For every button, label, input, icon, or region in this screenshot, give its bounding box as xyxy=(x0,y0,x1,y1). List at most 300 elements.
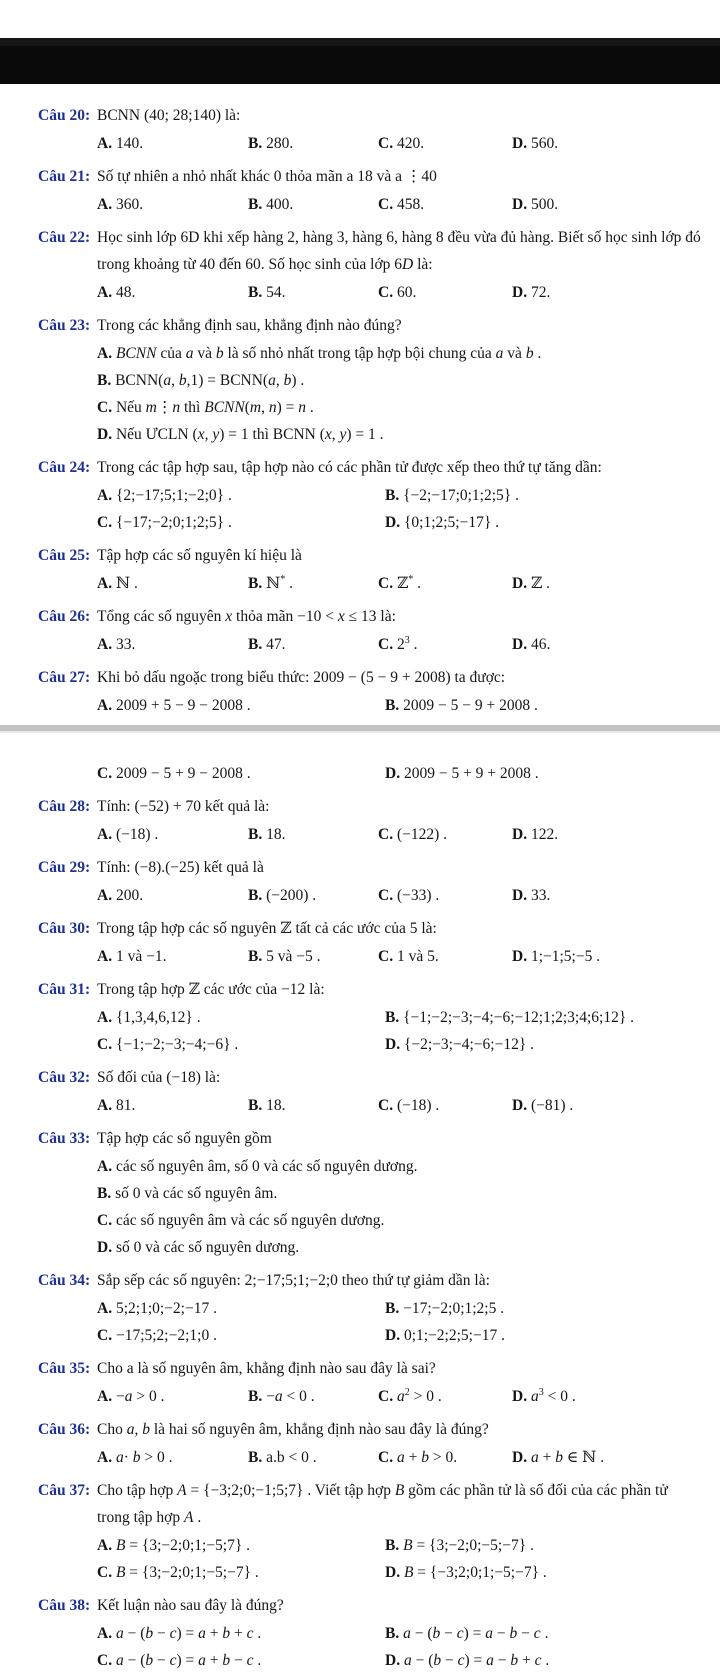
option-d xyxy=(512,943,720,970)
option-text: số 0 và các số nguyên dương. xyxy=(115,1239,300,1256)
option-text: 458. xyxy=(396,196,425,213)
option-c xyxy=(378,821,512,848)
option-label: C. xyxy=(378,887,394,904)
option-label: C. xyxy=(378,1449,394,1466)
question-text: Cho tập hợp A = {−3;2;0;−1;5;7} . Viết tập hợp B gồm các phần tử là số đối của các phần tử trong tập hợp A . xyxy=(97,1482,668,1526)
option-text: ℕ . xyxy=(115,575,138,592)
option-label: A. xyxy=(97,887,113,904)
options-group xyxy=(97,943,720,970)
question-block xyxy=(0,1355,720,1410)
option-text: a + b > 0. xyxy=(396,1449,458,1466)
options-group xyxy=(97,191,720,218)
option-b xyxy=(385,1620,720,1647)
question-number: Câu 27: xyxy=(38,669,91,686)
option-c xyxy=(378,943,512,970)
question-number: Câu 30: xyxy=(38,920,91,937)
option-b xyxy=(97,1180,720,1207)
option-d xyxy=(512,191,720,218)
options-group xyxy=(97,1092,720,1119)
question-text: Học sinh lớp 6D khi xếp hàng 2, hàng 3, hàng 6, hàng 8 đều vừa đủ hàng. Biết số học sinh lớp đó trong khoảng từ 40 đến 60. Số học sinh của lớp 6D là: xyxy=(97,229,701,273)
options-group xyxy=(97,130,720,157)
question-block xyxy=(0,664,720,719)
option-a xyxy=(97,882,248,909)
options-group xyxy=(97,760,720,787)
option-text: BCNN(a, b,1) = BCNN(a, b) . xyxy=(115,372,305,389)
option-c xyxy=(378,631,512,658)
options-group xyxy=(97,692,720,719)
option-label: A. xyxy=(97,948,113,965)
option-text: 33. xyxy=(530,887,551,904)
option-label: D. xyxy=(512,135,528,152)
status-bar xyxy=(0,38,720,84)
option-text: 54. xyxy=(266,284,286,301)
option-c xyxy=(97,760,385,787)
option-b xyxy=(248,943,378,970)
option-a xyxy=(97,1153,720,1180)
question-block xyxy=(0,603,720,658)
question-text: Trong các khẳng định sau, khẳng định nào đúng? xyxy=(97,317,402,334)
option-label: B. xyxy=(248,887,263,904)
option-b xyxy=(248,882,378,909)
option-a xyxy=(97,1383,248,1410)
option-label: B. xyxy=(248,1449,263,1466)
option-c xyxy=(97,509,385,536)
question-block xyxy=(0,1592,720,1674)
options-group xyxy=(97,1004,720,1058)
option-d xyxy=(512,1383,720,1410)
question-text: Trong tập hợp ℤ các ước của −12 là: xyxy=(97,981,325,998)
option-label: A. xyxy=(97,1537,113,1554)
question-text: Tập hợp các số nguyên kí hiệu là xyxy=(97,547,302,564)
option-d xyxy=(512,821,720,848)
option-label: A. xyxy=(97,487,113,504)
option-label: A. xyxy=(97,1625,113,1642)
option-text: $a^2 > 0$ . xyxy=(396,1386,442,1405)
option-a xyxy=(97,692,385,719)
question-block xyxy=(0,102,720,157)
option-text: 1;−1;5;−5 . xyxy=(530,948,601,965)
options-group xyxy=(97,340,720,448)
option-text: B = {3;−2;0;−5;−7} . xyxy=(403,1537,534,1554)
option-c xyxy=(97,1559,385,1586)
option-label: A. xyxy=(97,1158,113,1175)
option-text: −a < 0 . xyxy=(266,1388,315,1405)
option-label: D. xyxy=(385,1564,401,1581)
option-d xyxy=(97,1234,720,1261)
option-text: {−1;−2;−3;−4;−6} . xyxy=(115,1036,239,1053)
option-label: D. xyxy=(512,1388,528,1405)
option-c xyxy=(378,1092,512,1119)
option-text: {−17;−2;0;1;2;5} . xyxy=(115,514,232,531)
question-number: Câu 20: xyxy=(38,107,91,124)
option-label: A. xyxy=(97,135,113,152)
option-text: 140. xyxy=(115,135,144,152)
question-block xyxy=(0,1064,720,1119)
option-text: 280. xyxy=(266,135,294,152)
option-label: D. xyxy=(512,826,528,843)
option-label: D. xyxy=(512,948,528,965)
option-text: (−33) . xyxy=(396,887,440,904)
option-b xyxy=(385,482,720,509)
option-text: $a^3 < 0$ . xyxy=(530,1386,576,1405)
option-c xyxy=(378,1444,512,1471)
option-a xyxy=(97,130,248,157)
question-block xyxy=(0,1267,720,1349)
question-block xyxy=(0,976,720,1058)
question-block xyxy=(0,915,720,970)
option-text: B = {−3;2;0;1;−5;−7} . xyxy=(403,1564,547,1581)
option-label: C. xyxy=(378,196,394,213)
option-b xyxy=(385,1532,720,1559)
page-break-band xyxy=(0,725,720,733)
option-text: (−122) . xyxy=(396,826,448,843)
option-label: C. xyxy=(97,1564,113,1581)
option-label: A. xyxy=(97,196,113,213)
question-number: Câu 32: xyxy=(38,1069,91,1086)
option-text: {2;−17;5;1;−2;0} . xyxy=(115,487,232,504)
option-label: D. xyxy=(385,514,401,531)
question-text: Số tự nhiên a nhỏ nhất khác 0 thỏa mãn a 18 và a ⋮40 xyxy=(97,168,437,185)
question-block xyxy=(0,312,720,448)
question-block xyxy=(0,224,720,306)
option-label: D. xyxy=(512,284,528,301)
question-text: Sắp sếp các số nguyên: 2;−17;5;1;−2;0 theo thứ tự giảm dần là: xyxy=(97,1272,490,1289)
question-number: Câu 37: xyxy=(38,1482,91,1499)
option-text: 18. xyxy=(266,1097,286,1114)
option-c xyxy=(378,570,512,597)
option-label: D. xyxy=(512,575,528,592)
option-label: D. xyxy=(512,1449,528,1466)
question-number: Câu 24: xyxy=(38,459,91,476)
option-text: {0;1;2;5;−17} . xyxy=(403,514,500,531)
option-text: (−18) . xyxy=(115,826,159,843)
option-label: C. xyxy=(378,284,394,301)
option-b xyxy=(97,367,720,394)
option-c xyxy=(97,1031,385,1058)
option-b xyxy=(248,191,378,218)
option-label: B. xyxy=(97,372,112,389)
option-label: B. xyxy=(248,284,263,301)
option-text: 2009 − 5 + 9 − 2008 . xyxy=(115,765,251,782)
option-label: B. xyxy=(248,1388,263,1405)
option-label: C. xyxy=(378,135,394,152)
option-text: a· b > 0 . xyxy=(115,1449,173,1466)
option-text: $2^3$ . xyxy=(396,634,418,653)
question-text: Cho a, b là hai số nguyên âm, khẳng định nào sau đây là đúng? xyxy=(97,1421,489,1438)
option-label: D. xyxy=(385,1327,401,1344)
option-text: BCNN của a và b là số nhỏ nhất trong tập hợp bội chung của a và b . xyxy=(115,345,542,362)
option-b xyxy=(385,1004,720,1031)
option-label: C. xyxy=(97,765,113,782)
option-label: A. xyxy=(97,284,113,301)
question-number: Câu 35: xyxy=(38,1360,91,1377)
option-c xyxy=(378,191,512,218)
options-group xyxy=(97,631,720,658)
option-label: C. xyxy=(97,514,113,531)
question-number: Câu 31: xyxy=(38,981,91,998)
option-d xyxy=(512,570,720,597)
option-text: −17;5;2;−2;1;0 . xyxy=(115,1327,217,1344)
option-label: C. xyxy=(378,575,394,592)
option-a xyxy=(97,1004,385,1031)
option-label: B. xyxy=(385,1300,400,1317)
option-text: Nếu ƯCLN (x, y) = 1 thì BCNN (x, y) = 1 . xyxy=(115,426,384,443)
question-block xyxy=(0,854,720,909)
option-label: C. xyxy=(378,948,394,965)
option-text: 1 và −1. xyxy=(115,948,167,965)
option-c xyxy=(378,279,512,306)
option-label: A. xyxy=(97,1009,113,1026)
option-d xyxy=(385,760,720,787)
option-text: ℕ* . xyxy=(266,573,294,592)
question-number: Câu 23: xyxy=(38,317,91,334)
option-text: −17;−2;0;1;2;5 . xyxy=(403,1300,505,1317)
option-label: A. xyxy=(97,1449,113,1466)
question-text: Kết luận nào sau đây là đúng? xyxy=(97,1597,284,1614)
option-text: 72. xyxy=(530,284,551,301)
option-text: {−2;−3;−4;−6;−12} . xyxy=(403,1036,535,1053)
option-text: ℤ . xyxy=(530,575,551,592)
question-number: Câu 25: xyxy=(38,547,91,564)
question-number: Câu 34: xyxy=(38,1272,91,1289)
question-number: Câu 28: xyxy=(38,798,91,815)
status-bar-lower-strip xyxy=(0,38,720,46)
question-number: Câu 22: xyxy=(38,229,91,246)
option-text: {1,3,4,6,12} . xyxy=(115,1009,201,1026)
option-label: A. xyxy=(97,1300,113,1317)
option-text: 2009 + 5 − 9 − 2008 . xyxy=(115,697,251,714)
options-group xyxy=(97,882,720,909)
options-group xyxy=(97,1532,720,1586)
option-text: 2009 − 5 − 9 + 2008 . xyxy=(403,697,538,714)
option-label: B. xyxy=(248,196,263,213)
option-a xyxy=(97,482,385,509)
question-text: Số đối của (−18) là: xyxy=(97,1069,221,1086)
option-text: 18. xyxy=(266,826,286,843)
option-label: C. xyxy=(97,399,113,416)
page-break-divider xyxy=(0,719,720,759)
option-b xyxy=(248,130,378,157)
option-a xyxy=(97,191,248,218)
option-text: ℤ* . xyxy=(396,573,422,592)
option-a xyxy=(97,943,248,970)
option-a xyxy=(97,279,248,306)
option-label: D. xyxy=(97,426,113,443)
option-text: số 0 và các số nguyên âm. xyxy=(115,1185,278,1202)
option-label: B. xyxy=(97,1185,112,1202)
option-b xyxy=(248,279,378,306)
option-label: C. xyxy=(378,826,394,843)
option-label: A. xyxy=(97,697,113,714)
option-c xyxy=(378,1383,512,1410)
question-number: Câu 29: xyxy=(38,859,91,876)
option-a xyxy=(97,1444,248,1471)
options-group xyxy=(97,1153,720,1261)
option-d xyxy=(512,631,720,658)
option-c xyxy=(97,1322,385,1349)
option-label: C. xyxy=(97,1652,113,1669)
option-label: D. xyxy=(385,1036,401,1053)
option-label: B. xyxy=(248,636,263,653)
question-block xyxy=(0,1125,720,1261)
option-text: 5 và −5 . xyxy=(266,948,321,965)
option-label: A. xyxy=(97,1388,113,1405)
option-c xyxy=(378,130,512,157)
option-text: 5;2;1;0;−2;−17 . xyxy=(115,1300,217,1317)
option-a xyxy=(97,1092,248,1119)
option-label: C. xyxy=(378,1388,394,1405)
question-number: Câu 26: xyxy=(38,608,91,625)
question-number: Câu 33: xyxy=(38,1130,91,1147)
option-text: 200. xyxy=(115,887,144,904)
option-text: {−1;−2;−3;−4;−6;−12;1;2;3;4;6;12} . xyxy=(403,1009,635,1026)
option-d xyxy=(385,509,720,536)
option-label: D. xyxy=(97,1239,113,1256)
question-block xyxy=(0,163,720,218)
option-d xyxy=(512,882,720,909)
option-a xyxy=(97,340,720,367)
option-text: 46. xyxy=(530,636,551,653)
option-a xyxy=(97,821,248,848)
question-text: Trong tập hợp các số nguyên ℤ tất cả các ước của 5 là: xyxy=(97,920,437,937)
option-d xyxy=(512,279,720,306)
option-a xyxy=(97,570,248,597)
question-text: Tính: (−52) + 70 kết quả là: xyxy=(97,798,270,815)
option-text: (−18) . xyxy=(396,1097,440,1114)
options-group xyxy=(97,1295,720,1349)
option-text: (−81) . xyxy=(530,1097,574,1114)
option-text: (−200) . xyxy=(266,887,317,904)
option-label: C. xyxy=(378,1097,394,1114)
option-label: D. xyxy=(385,1652,401,1669)
option-text: 0;1;−2;2;5;−17 . xyxy=(403,1327,505,1344)
options-group xyxy=(97,279,720,306)
question-number: Câu 38: xyxy=(38,1597,91,1614)
question-block xyxy=(0,793,720,848)
option-a xyxy=(97,1620,385,1647)
option-label: B. xyxy=(385,1009,400,1026)
option-text: 500. xyxy=(530,196,559,213)
option-label: B. xyxy=(248,135,263,152)
question-text: Trong các tập hợp sau, tập hợp nào có các phần tử được xếp theo thứ tự tăng dần: xyxy=(97,459,602,476)
question-number: Câu 36: xyxy=(38,1421,91,1438)
option-text: a − (b − c) = a + b − c . xyxy=(115,1652,262,1669)
option-a xyxy=(97,1295,385,1322)
option-text: 2009 − 5 + 9 + 2008 . xyxy=(403,765,539,782)
option-label: B. xyxy=(385,1625,400,1642)
option-label: A. xyxy=(97,826,113,843)
options-group xyxy=(97,1444,720,1471)
option-a xyxy=(97,631,248,658)
option-label: A. xyxy=(97,636,113,653)
option-c xyxy=(97,394,720,421)
option-text: 47. xyxy=(266,636,286,653)
option-text: a.b < 0 . xyxy=(266,1449,317,1466)
options-group xyxy=(97,821,720,848)
option-label: D. xyxy=(512,196,528,213)
option-label: A. xyxy=(97,345,113,362)
option-label: B. xyxy=(248,1097,263,1114)
option-text: 122. xyxy=(530,826,559,843)
option-text: 420. xyxy=(396,135,425,152)
option-d xyxy=(385,1559,720,1586)
option-text: a + b ∈ ℕ . xyxy=(530,1449,605,1466)
option-d xyxy=(97,421,720,448)
option-b xyxy=(248,1383,378,1410)
option-text: các số nguyên âm và các số nguyên dương. xyxy=(115,1212,385,1229)
option-text: a − (b − c) = a − b − c . xyxy=(403,1625,549,1642)
options-group xyxy=(97,1620,720,1674)
option-label: C. xyxy=(378,636,394,653)
option-text: các số nguyên âm, số 0 và các số nguyên dương. xyxy=(115,1158,418,1175)
option-text: −a > 0 . xyxy=(115,1388,165,1405)
option-label: B. xyxy=(248,575,263,592)
options-group xyxy=(97,1383,720,1410)
question-block xyxy=(0,542,720,597)
question-block xyxy=(0,760,720,787)
option-d xyxy=(512,130,720,157)
option-b xyxy=(248,570,378,597)
option-b xyxy=(385,692,720,719)
option-d xyxy=(385,1647,720,1674)
option-text: {−2;−17;0;1;2;5} . xyxy=(403,487,519,504)
option-d xyxy=(385,1322,720,1349)
option-d xyxy=(512,1444,720,1471)
option-b xyxy=(248,821,378,848)
option-text: 81. xyxy=(115,1097,136,1114)
question-text: Tập hợp các số nguyên gồm xyxy=(97,1130,272,1147)
option-c xyxy=(97,1207,720,1234)
option-text: 60. xyxy=(396,284,417,301)
question-text: Cho a là số nguyên âm, khẳng định nào sau đây là sai? xyxy=(97,1360,436,1377)
option-b xyxy=(248,1444,378,1471)
option-b xyxy=(248,631,378,658)
option-label: D. xyxy=(512,636,528,653)
option-text: B = {3;−2;0;1;−5;7} . xyxy=(115,1537,251,1554)
document-page[interactable] xyxy=(0,84,720,1674)
option-label: D. xyxy=(512,1097,528,1114)
question-block xyxy=(0,454,720,536)
option-label: B. xyxy=(248,826,263,843)
option-label: D. xyxy=(385,765,401,782)
option-text: 33. xyxy=(115,636,136,653)
question-text: Tính: (−8).(−25) kết quả là xyxy=(97,859,264,876)
option-label: B. xyxy=(385,487,400,504)
option-label: C. xyxy=(97,1212,113,1229)
options-group xyxy=(97,570,720,597)
option-label: C. xyxy=(97,1036,113,1053)
option-label: A. xyxy=(97,1097,113,1114)
option-label: B. xyxy=(385,697,400,714)
option-text: Nếu m⋮n thì BCNN(m, n) = n . xyxy=(115,399,314,416)
question-block xyxy=(0,1477,720,1586)
option-b xyxy=(385,1295,720,1322)
option-a xyxy=(97,1532,385,1559)
option-text: 400. xyxy=(266,196,294,213)
option-text: 48. xyxy=(115,284,136,301)
option-label: C. xyxy=(97,1327,113,1344)
question-text: Khi bỏ dấu ngoặc trong biểu thức: 2009 − (5 − 9 + 2008) ta được: xyxy=(97,669,506,686)
question-block xyxy=(0,1416,720,1471)
option-text: a − (b − c) = a − b + c . xyxy=(403,1652,550,1669)
option-b xyxy=(248,1092,378,1119)
option-text: a − (b − c) = a + b + c . xyxy=(115,1625,262,1642)
option-d xyxy=(385,1031,720,1058)
option-c xyxy=(97,1647,385,1674)
option-label: D. xyxy=(512,887,528,904)
option-text: B = {3;−2;0;1;−5;−7} . xyxy=(115,1564,259,1581)
option-text: 360. xyxy=(115,196,144,213)
